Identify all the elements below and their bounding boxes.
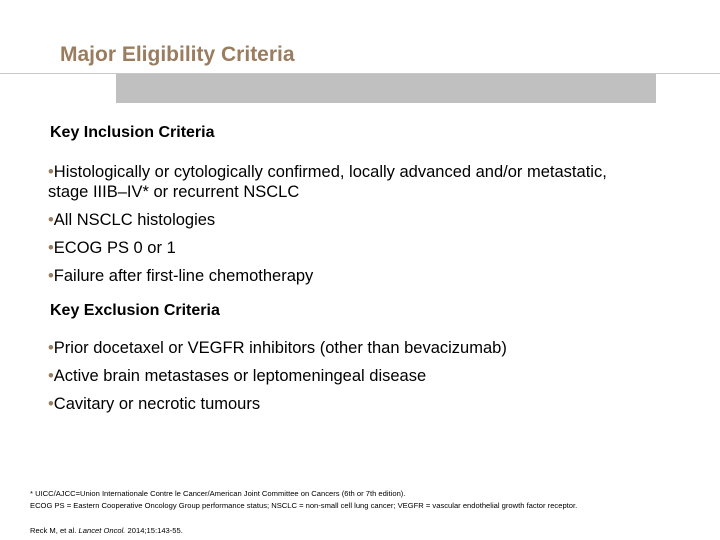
slide-title: Major Eligibility Criteria bbox=[60, 43, 295, 66]
inclusion-item: All NSCLC histologies bbox=[53, 211, 216, 229]
footnote-line: ECOG PS = Eastern Cooperative Oncology Group performance status; NSCLC = non-small cell lung cancer; VEGFR = vascular endothelial growth factor receptor. bbox=[30, 500, 578, 510]
inclusion-item: Histologically or cytologically confirmed, locally advanced and/or metastatic, stage IIIB–IV* or recurrent NSCLC bbox=[48, 163, 607, 201]
header-bar bbox=[116, 74, 656, 103]
exclusion-item: Cavitary or necrotic tumours bbox=[53, 395, 261, 413]
list-item bbox=[48, 210, 648, 230]
list-item bbox=[48, 394, 668, 414]
footnote-line: * UICC/AJCC=Union Internationale Contre le Cancer/American Joint Committee on Cancers (6th or 7th edition). bbox=[30, 489, 406, 498]
bullet-icon: • bbox=[48, 267, 54, 285]
list-item bbox=[48, 162, 648, 202]
list-item bbox=[48, 338, 668, 358]
bullet-icon: • bbox=[48, 339, 54, 357]
inclusion-list bbox=[48, 162, 648, 294]
bullet-icon: • bbox=[48, 211, 54, 229]
list-item bbox=[48, 366, 668, 386]
bullet-icon: • bbox=[48, 367, 54, 385]
list-item bbox=[48, 266, 648, 286]
bullet-icon: • bbox=[48, 163, 54, 181]
reference-journal: Lancet Oncol. bbox=[78, 526, 126, 535]
reference bbox=[30, 526, 183, 535]
exclusion-item: Active brain metastases or leptomeningeal disease bbox=[53, 367, 427, 385]
inclusion-heading: Key Inclusion Criteria bbox=[50, 124, 215, 141]
footnotes bbox=[30, 488, 577, 511]
reference-citation: 2014;15:143-55. bbox=[127, 526, 183, 535]
exclusion-list bbox=[48, 338, 668, 422]
inclusion-item: ECOG PS 0 or 1 bbox=[53, 239, 176, 257]
reference-authors: Reck M, et al. bbox=[30, 526, 77, 535]
list-item bbox=[48, 238, 648, 258]
exclusion-heading: Key Exclusion Criteria bbox=[50, 302, 220, 319]
bullet-icon: • bbox=[48, 239, 54, 257]
exclusion-item: Prior docetaxel or VEGFR inhibitors (other than bevacizumab) bbox=[53, 339, 507, 357]
bullet-icon: • bbox=[48, 395, 54, 413]
inclusion-item: Failure after first-line chemotherapy bbox=[53, 267, 314, 285]
